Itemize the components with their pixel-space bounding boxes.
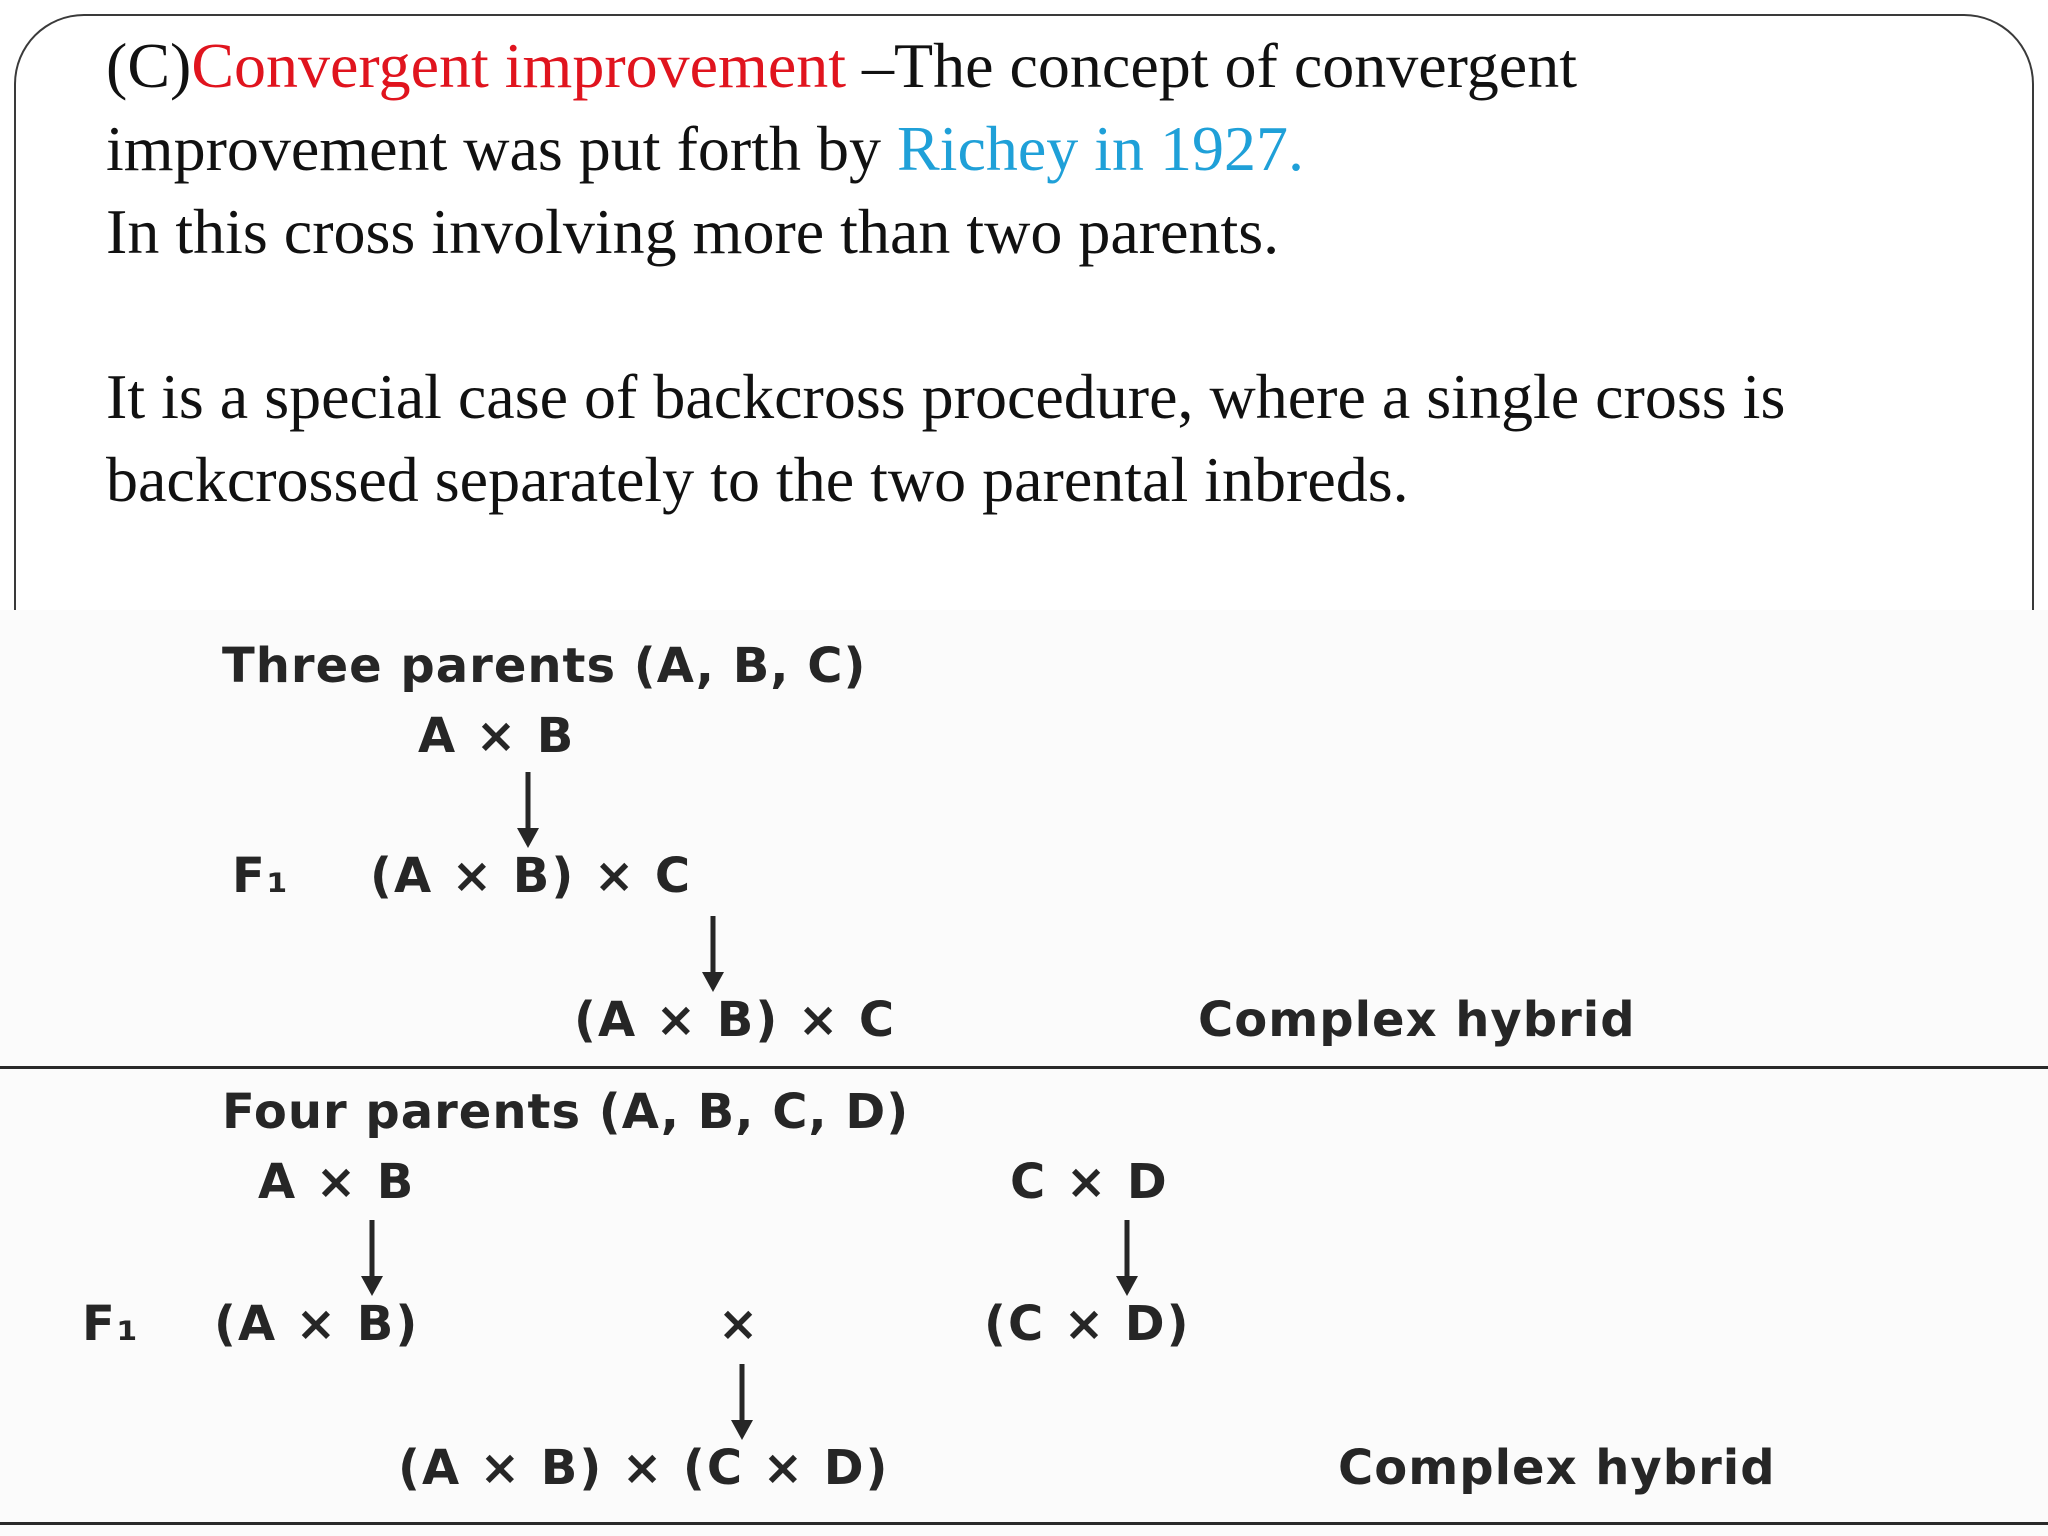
down-arrow-icon (513, 770, 543, 850)
heading-rest: –The concept of convergent (846, 30, 1577, 101)
crossing-diagram (0, 610, 2048, 1536)
down-arrow-icon (698, 914, 728, 994)
line-2-start: improvement was put forth by (106, 113, 897, 184)
line-2 (106, 107, 2006, 190)
heading-line (106, 24, 2006, 107)
three-f1-label: F₁ (232, 848, 290, 904)
heading-prefix: (C) (106, 30, 192, 101)
three-parents-heading: Three parents (A, B, C) (222, 638, 867, 694)
four-f1-right: (C × D) (984, 1296, 1191, 1352)
three-f1-cross: (A × B) × C (370, 848, 693, 904)
line-4: It is a special case of backcross procedure, where a single cross is (106, 361, 1786, 432)
four-cross-symbol: × (718, 1296, 761, 1352)
four-result-label: Complex hybrid (1338, 1440, 1776, 1496)
four-f1-label: F₁ (82, 1296, 140, 1352)
slide-text (106, 24, 2006, 521)
down-arrow-icon (357, 1218, 387, 1298)
paragraph-gap (106, 273, 2006, 355)
four-result: (A × B) × (C × D) (398, 1440, 890, 1496)
heading-term: Convergent improvement (191, 30, 846, 101)
line-3: In this cross involving more than two parents. (106, 196, 1280, 267)
four-f1-left: (A × B) (214, 1296, 420, 1352)
four-parents-heading: Four parents (A, B, C, D) (222, 1084, 910, 1140)
down-arrow-icon (727, 1362, 757, 1442)
four-cross-left: A × B (258, 1154, 416, 1210)
three-cross-1: A × B (418, 708, 576, 764)
line-5: backcrossed separately to the two parental inbreds. (106, 444, 1409, 515)
down-arrow-icon (1112, 1218, 1142, 1298)
three-result-label: Complex hybrid (1198, 992, 1636, 1048)
section-divider (0, 1066, 2048, 1069)
three-result: (A × B) × C (574, 992, 897, 1048)
reference-text: Richey in 1927. (896, 113, 1305, 184)
bottom-divider (0, 1522, 2048, 1525)
four-cross-right: C × D (1010, 1154, 1169, 1210)
